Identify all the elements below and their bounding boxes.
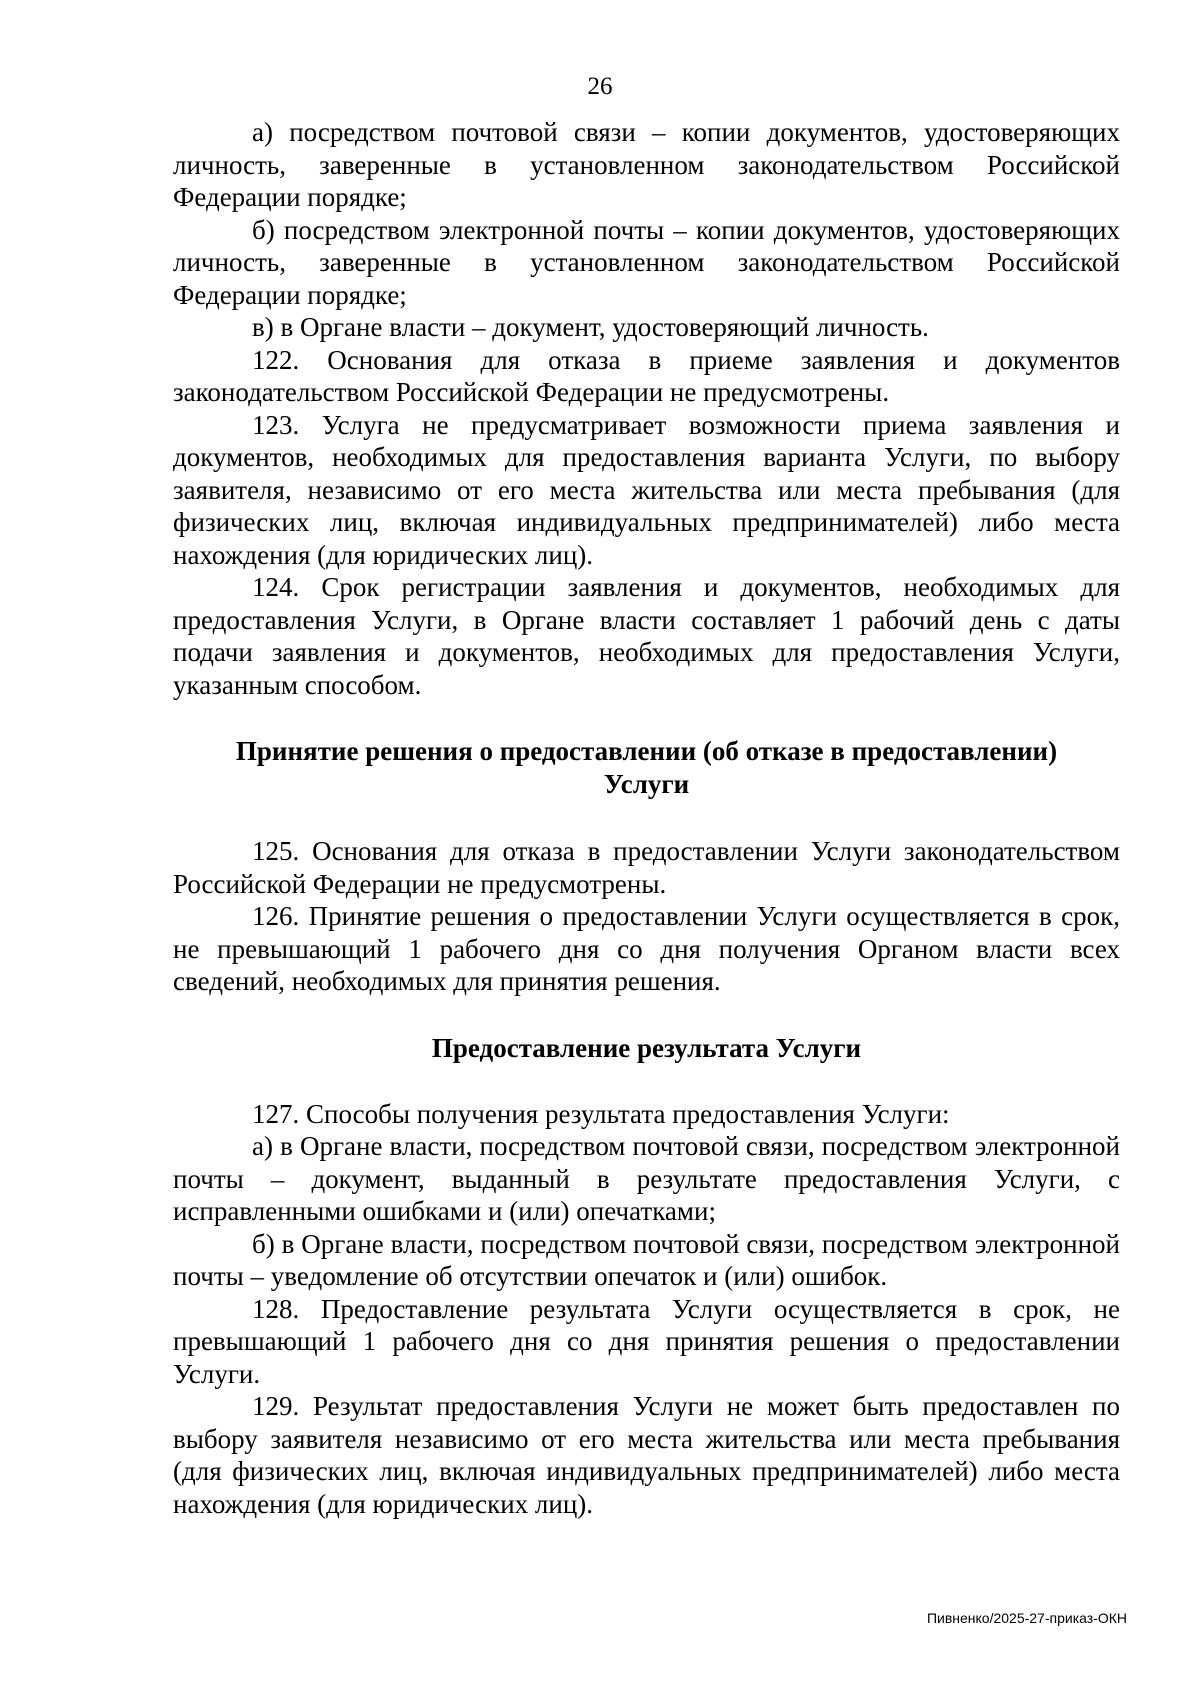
paragraph-126: 126. Принятие решения о предоставлении Услуги осуществляется в срок, не превышающий 1 рабочего дня со дня получения Органом власти всех сведений, необходимых для принятия решения.	[173, 901, 1120, 996]
paragraph-result-document: а) в Органе власти, посредством почтовой связи, посредством электронной почты – документ, выданный в результате предоставления Услуги, с исправленными ошибками и (или) опечатками;	[173, 1131, 1120, 1226]
paragraph-128: 128. Предоставление результата Услуги осуществляется в срок, не превышающий 1 рабочего дня со дня принятия решения о предоставлении Услуги.	[173, 1293, 1120, 1389]
section-heading-result: Предоставление результата Услуги	[431, 1032, 862, 1063]
paragraph-127: 127. Способы получения результата предоставления Услуги:	[252, 1098, 950, 1129]
paragraph-129: 129. Результат предоставления Услуги не может быть предоставлен по выбору заявителя независимо от его места жительства или места пребывания (для физических лиц, включая индивидуальных предпринимателей) либо места нахождения (для юридических лиц).	[173, 1391, 1120, 1519]
page-number: 26	[587, 73, 613, 100]
document-body	[173, 116, 1120, 1520]
paragraph-123: 123. Услуга не предусматривает возможности приема заявления и документов, необходимых для предоставления варианта Услуги, по выбору заявителя, независимо от его места жительства или места пребывания (для физических лиц, включая индивидуальных предпринимателей) либо места нахождения (для юридических лиц).	[173, 409, 1120, 570]
paragraph-122: 122. Основания для отказа в приеме заявления и документов законодательством Российской Федерации не предусмотрены.	[173, 344, 1120, 407]
paragraph-124: 124. Срок регистрации заявления и документов, необходимых для предоставления Услуги, в Органе власти составляет 1 рабочий день с даты подачи заявления и документов, необходимых для предоставления Услуги, указанным способом.	[173, 572, 1120, 700]
paragraph-result-notice: б) в Органе власти, посредством почтовой связи, посредством электронной почты – уведомление об отсутствии опечаток и (или) ошибок.	[173, 1228, 1120, 1291]
paragraph-submission-in-person: в) в Органе власти – документ, удостоверяющий личность.	[252, 312, 929, 342]
paragraph-submission-by-mail: а) посредством почтовой связи – копии документов, удостоверяющих личность, заверенные в установленном законодательством Российской Федерации порядке;	[173, 117, 1120, 212]
paragraph-submission-by-email: б) посредством электронной почты – копии документов, удостоверяющих личность, заверенные в установленном законодательством Российской Федерации порядке;	[173, 214, 1120, 310]
paragraph-125: 125. Основания для отказа в предоставлении Услуги законодательством Российской Федерации не предусмотрены.	[173, 836, 1120, 899]
footer-document-code: Пивненко/2025-27-приказ-ОКН	[926, 1610, 1127, 1626]
section-heading-decision: Принятие решения о предоставлении (об отказе в предоставлении) Услуги	[235, 736, 1058, 799]
